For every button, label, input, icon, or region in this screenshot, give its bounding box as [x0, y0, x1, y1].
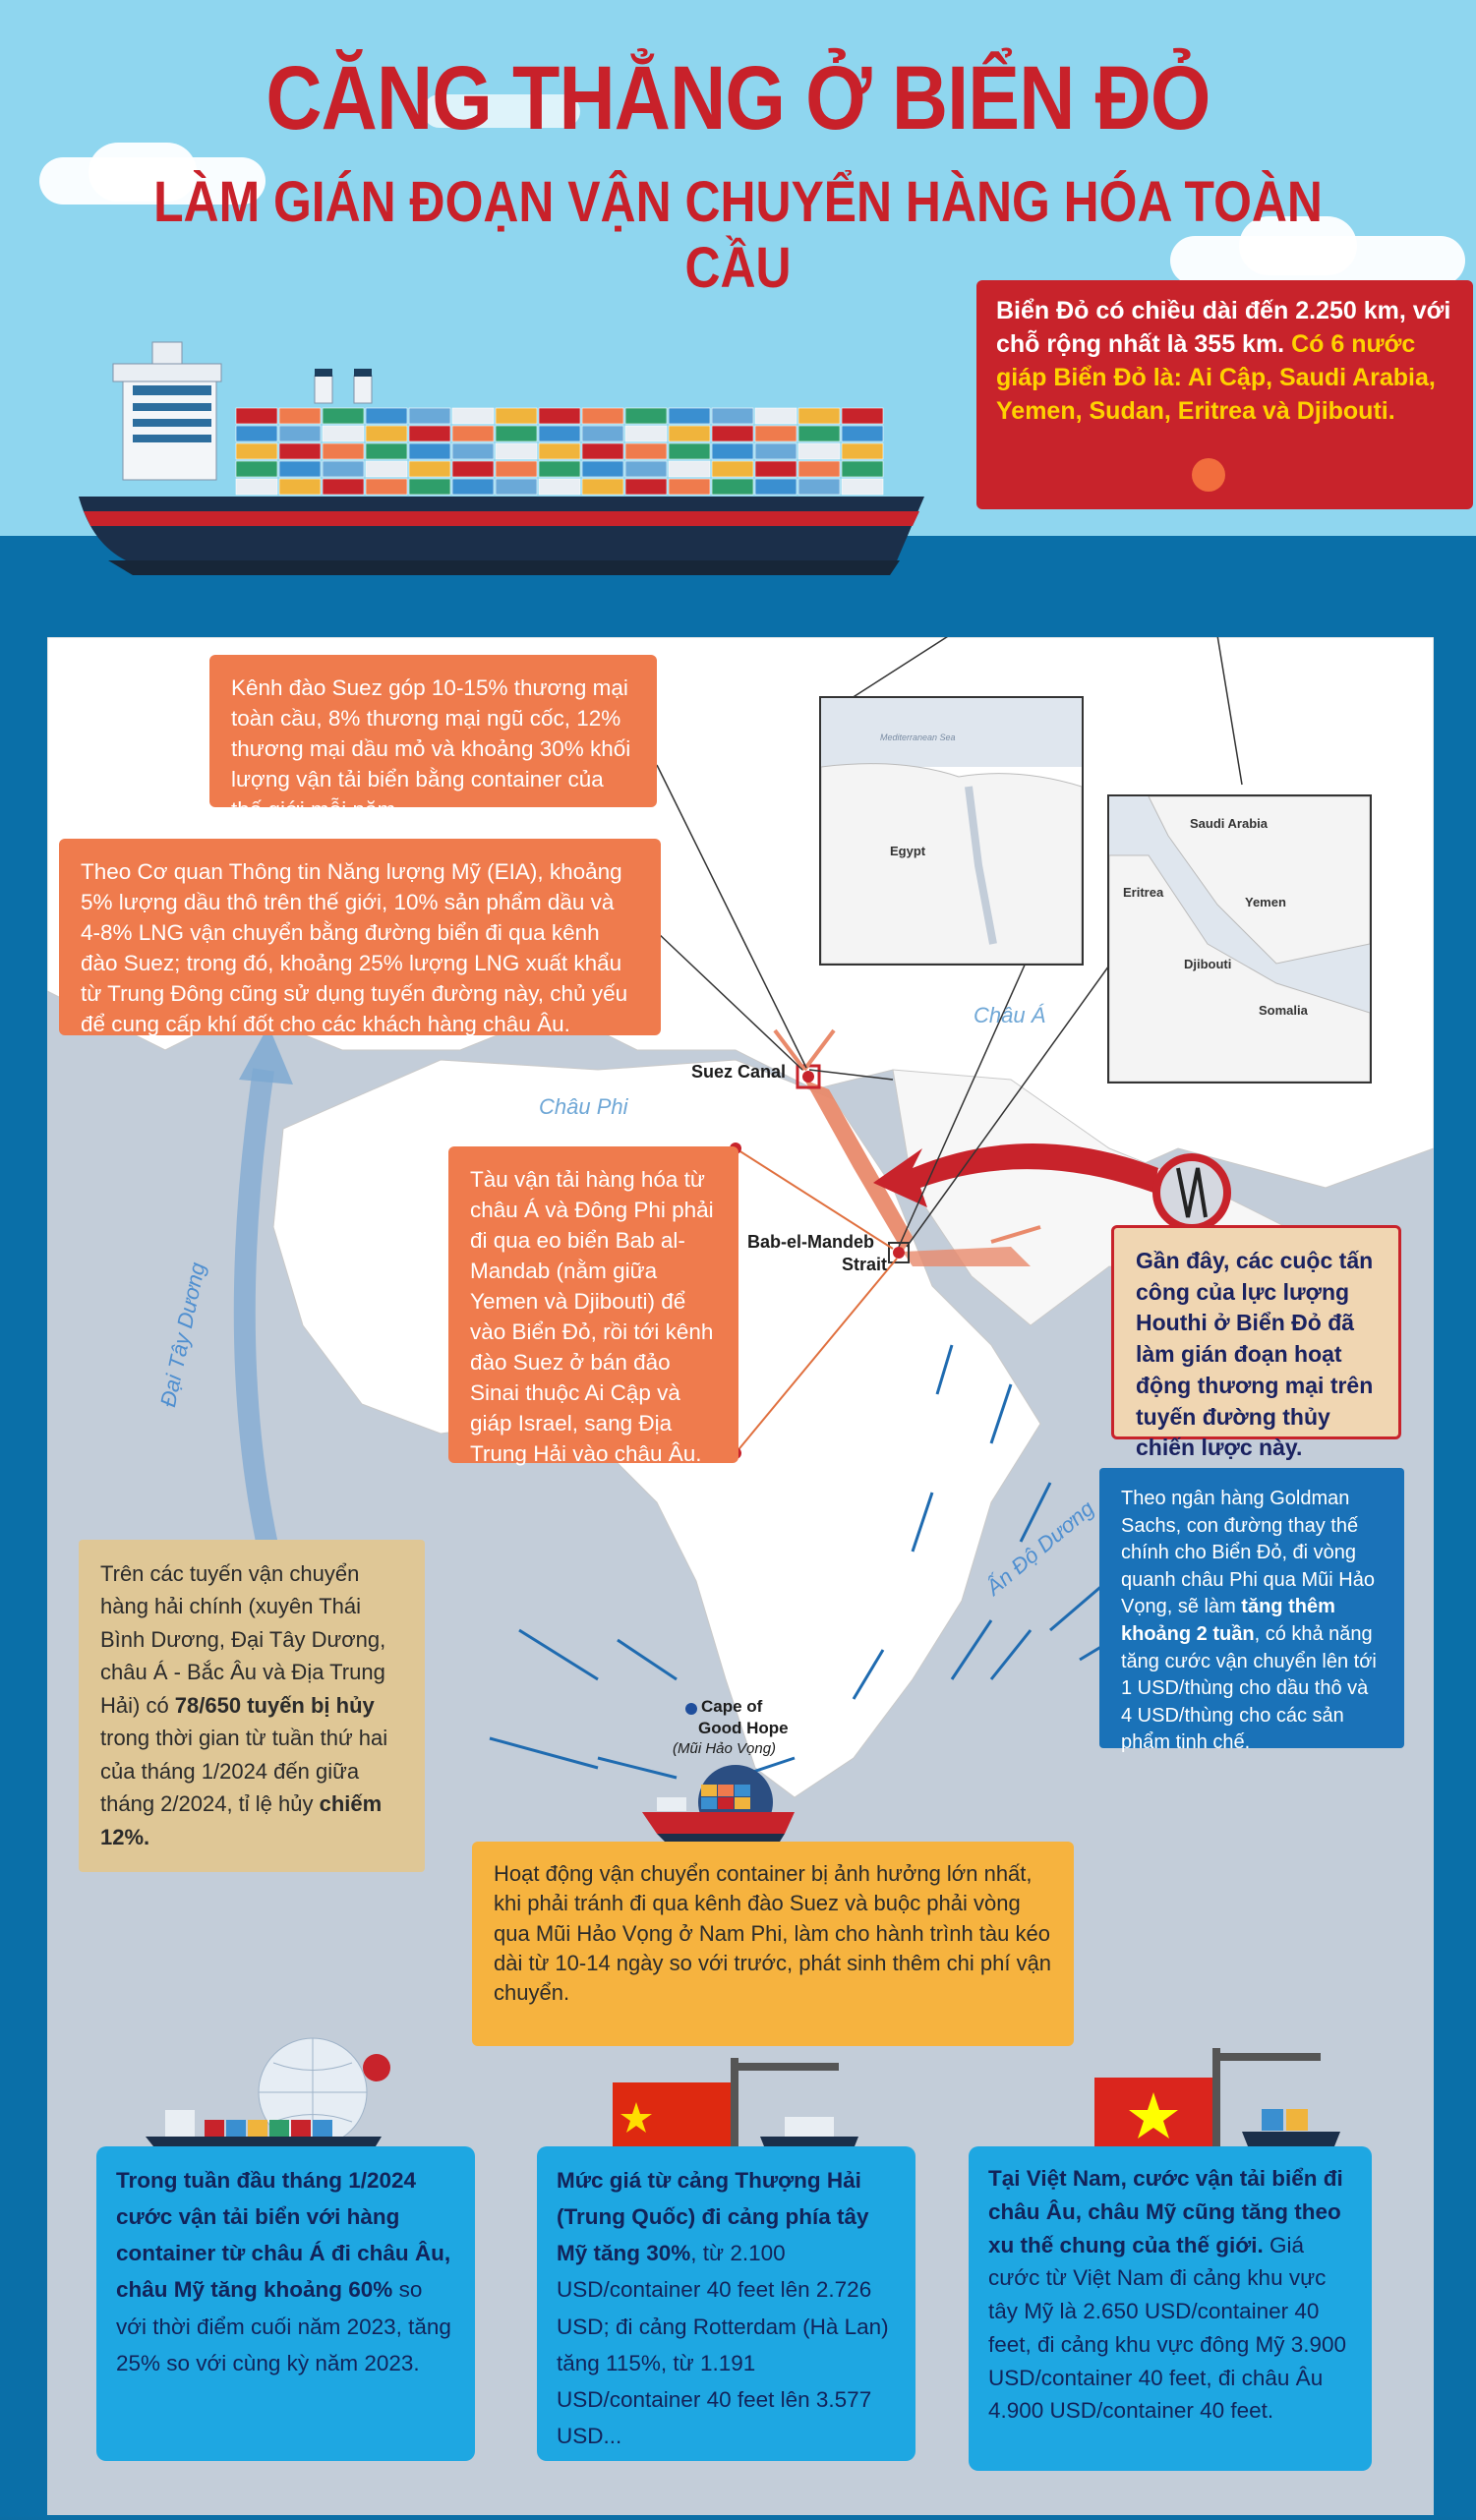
ship-container — [755, 479, 797, 495]
africa-label: Châu Phi — [539, 1094, 628, 1119]
atlantic-ocean-label: Đại Tây Dương — [155, 1260, 210, 1410]
ship-container — [366, 408, 407, 424]
ship-container — [366, 443, 407, 459]
ship-container — [798, 426, 840, 441]
goldman-sachs-box — [1099, 1468, 1404, 1754]
inset-djibouti-label: Djibouti — [1184, 957, 1232, 971]
ship-container — [755, 443, 797, 459]
houthi-attacks-box: Gần đây, các cuộc tấn công của lực lượng Houthi ở Biển Đỏ đã làm gián đoạn hoạt động thương mại trên tuyến đường thủy chiến lược này. — [1111, 1225, 1401, 1439]
freight-cost-card-3 — [969, 2146, 1372, 2471]
routes-text-a: Trên các tuyến vận chuyển hàng hải chính (xuyên Thái Bình Dương, Đại Tây Dương, châu Á - Bắc Âu và Địa Trung Hải) có — [100, 1561, 386, 1718]
inset-yemen-label: Yemen — [1245, 895, 1286, 909]
inset-map-egypt — [819, 696, 1084, 966]
sub-title: LÀM GIÁN ĐOẠN VẬN CHUYỂN HÀNG HÓA TOÀN CẦU — [153, 170, 1323, 300]
ship-container — [539, 461, 580, 477]
ship-container — [279, 443, 321, 459]
ship-container — [409, 461, 450, 477]
ship-container — [236, 461, 277, 477]
asia-label: Châu Á — [974, 1003, 1046, 1027]
inset-horn-drawing — [1109, 796, 1370, 1082]
ship-container — [409, 426, 450, 441]
ship-container — [625, 443, 667, 459]
ship-container — [712, 461, 753, 477]
ship-container — [842, 479, 883, 495]
cape-good-hope-sublabel: (Mũi Hảo Vọng) — [673, 1740, 777, 1757]
ship-container — [669, 443, 710, 459]
ship-container — [409, 479, 450, 495]
freight-cost-card-2 — [537, 2146, 915, 2461]
ship-container — [409, 408, 450, 424]
ship-container — [539, 443, 580, 459]
ship-container — [496, 408, 537, 424]
indian-ocean-label: Ấn Độ Dương — [981, 1495, 1099, 1601]
inset-egypt-label: Egypt — [890, 844, 926, 858]
goldman-text-c: , có khả năng tăng cước vận chuyển lên tới 1 USD/thùng cho dầu thô và 4 USD/thùng cho các sản phẩm tinh chế. — [1121, 1622, 1377, 1754]
ship-container — [755, 461, 797, 477]
ship-container — [279, 426, 321, 441]
red-sea-fact-text: Biển Đỏ có chiều dài đến 2.250 km, với chỗ rộng nhất là 355 km. — [996, 297, 1451, 358]
ship-container — [366, 426, 407, 441]
inset-eritrea-label: Eritrea — [1123, 885, 1164, 900]
ship-container — [625, 461, 667, 477]
ship-container — [279, 479, 321, 495]
ship-container — [323, 479, 364, 495]
ship-container — [842, 443, 883, 459]
ship-container — [539, 408, 580, 424]
ship-container — [582, 461, 623, 477]
ship-container — [452, 443, 494, 459]
ship-container — [582, 443, 623, 459]
bab-el-mandeb-label-line2: Strait — [842, 1255, 888, 1274]
card2-text: , từ 2.100 USD/container 40 feet lên 2.726 USD; đi cảng Rotterdam (Hà Lan) tăng 115%, từ 1.191 USD/container 40 feet lên 3.577 USD... — [557, 2241, 889, 2448]
ship-container — [279, 461, 321, 477]
ship-container — [236, 479, 277, 495]
container-ship-illustration — [79, 324, 964, 610]
ship-container — [625, 479, 667, 495]
suez-canal-label: Suez Canal — [691, 1062, 787, 1082]
inset-map-horn-of-africa — [1107, 794, 1372, 1084]
bab-el-mandeb-label-line1: Bab-el-Mandeb — [747, 1232, 875, 1252]
ship-container — [452, 461, 494, 477]
freight-cost-card-1 — [96, 2146, 475, 2461]
cape-good-hope-label-line2: Good Hope — [698, 1719, 789, 1737]
ship-container — [625, 408, 667, 424]
red-sea-countries-text: Có 6 nước giáp Biển Đỏ là: Ai Cập, Saudi Arabia, Yemen, Sudan, Eritrea và Djibouti. — [996, 330, 1436, 425]
ship-container — [323, 426, 364, 441]
ship-container — [842, 408, 883, 424]
ship-container — [366, 479, 407, 495]
ship-container — [582, 426, 623, 441]
ship-container — [842, 426, 883, 441]
ship-container — [279, 408, 321, 424]
card2-bold-text: Mức giá từ cảng Thượng Hải (Trung Quốc) đi cảng phía tây Mỹ tăng 30% — [557, 2168, 869, 2266]
ship-container — [712, 443, 753, 459]
ship-container — [539, 426, 580, 441]
ship-container — [496, 426, 537, 441]
connector-dot — [1192, 458, 1225, 492]
ship-container — [669, 461, 710, 477]
ship-container — [798, 443, 840, 459]
card1-bold-text: Trong tuần đầu tháng 1/2024 cước vận tải biển với hàng container từ châu Á đi châu Âu, châu Mỹ tăng khoảng 60% — [116, 2168, 451, 2303]
ship-container — [323, 461, 364, 477]
ship-container — [409, 443, 450, 459]
goldman-text-a: Theo ngân hàng Goldman Sachs, con đường thay thế chính cho Biển Đỏ, đi vòng quanh châu Phi qua Mũi Hảo Vọng, sẽ làm — [1121, 1488, 1375, 1618]
ship-container — [712, 479, 753, 495]
ship-container — [712, 426, 753, 441]
main-title: CĂNG THẲNG Ở BIỂN ĐỎ — [266, 48, 1210, 148]
ship-container — [669, 408, 710, 424]
ship-container — [236, 426, 277, 441]
ship-container — [539, 479, 580, 495]
inset-sea-label: Mediterranean Sea — [880, 733, 956, 742]
ship-container — [452, 479, 494, 495]
ship-container — [582, 479, 623, 495]
ship-container — [496, 443, 537, 459]
ship-container — [496, 479, 537, 495]
card3-bold-text: Tại Việt Nam, cước vận tải biển đi châu Âu, châu Mỹ cũng tăng theo xu thế chung của thế giới. — [988, 2166, 1343, 2257]
ship-container — [452, 408, 494, 424]
shipping-route-box: Tàu vận tải hàng hóa từ châu Á và Đông Phi phải đi qua eo biển Bab al-Mandab (nằm giữa Yemen và Djibouti) để vào Biển Đỏ, rồi tới kênh đào Suez ở bán đảo Sinai thuộc Ai Cập và giáp Israel, sang Địa Trung Hải vào châu Âu. — [448, 1146, 738, 1463]
ship-container — [842, 461, 883, 477]
ship-container — [323, 408, 364, 424]
container-impact-box: Hoạt động vận chuyển container bị ảnh hưởng lớn nhất, khi phải tránh đi qua kênh đào Suez và buộc phải vòng qua Mũi Hảo Vọng ở Nam Phi, làm cho hành trình tàu kéo dài từ 10-14 ngày so với trước, phát sinh thêm chi phí vận chuyển. — [472, 1842, 1074, 2046]
suez-trade-box: Kênh đào Suez góp 10-15% thương mại toàn cầu, 8% thương mại ngũ cốc, 12% thương mại dầu mỏ và khoảng 30% khối lượng vận tải biển bằng container của thế giới mỗi năm. — [209, 655, 657, 807]
routes-text-d: chiếm 12%. — [100, 1791, 383, 1849]
ship-container — [755, 408, 797, 424]
ship-container — [755, 426, 797, 441]
goldman-text-b: tăng thêm khoảng 2 tuần — [1121, 1596, 1335, 1645]
ship-container — [366, 461, 407, 477]
ship-container — [496, 461, 537, 477]
cancelled-routes-box — [79, 1540, 425, 1872]
ship-container — [712, 408, 753, 424]
ship-container — [323, 443, 364, 459]
ship-container — [669, 479, 710, 495]
cape-good-hope-label-line1: Cape of — [701, 1697, 763, 1716]
ship-container — [798, 408, 840, 424]
ship-container — [452, 426, 494, 441]
eia-box: Theo Cơ quan Thông tin Năng lượng Mỹ (EIA), khoảng 5% lượng dầu thô trên thế giới, 10% sản phẩm dầu và 4-8% LNG vận chuyển bằng đường biển đi qua kênh đào Suez; trong đó, khoảng 25% lượng LNG xuất khẩu từ Trung Đông cũng sử dụng tuyến đường này, chủ yếu để cung cấp khí đốt cho các khách hàng châu Âu. — [59, 839, 661, 1035]
card3-text: Giá cước từ Việt Nam đi cảng khu vực tây Mỹ là 2.650 USD/container 40 feet, đi cảng khu vực đông Mỹ 3.900 USD/container 40 feet, đi châu Âu 4.900 USD/container 40 feet. — [988, 2232, 1347, 2424]
inset-somalia-label: Somalia — [1259, 1003, 1308, 1018]
ship-container — [798, 479, 840, 495]
ship-container — [625, 426, 667, 441]
routes-text-c: trong thời gian từ tuần thứ hai của tháng 1/2024 đến giữa tháng 2/2024, tỉ lệ hủy — [100, 1726, 388, 1817]
ship-container — [669, 426, 710, 441]
world-map — [47, 637, 1434, 2515]
ship-container — [798, 461, 840, 477]
card1-text: so với thời điểm cuối năm 2023, tăng 25% so với cùng kỳ năm 2023. — [116, 2277, 451, 2375]
ship-container — [236, 443, 277, 459]
ship-container — [236, 408, 277, 424]
routes-text-b: 78/650 tuyến bị hủy — [174, 1692, 375, 1718]
inset-saudi-label: Saudi Arabia — [1190, 816, 1268, 831]
ship-container — [582, 408, 623, 424]
